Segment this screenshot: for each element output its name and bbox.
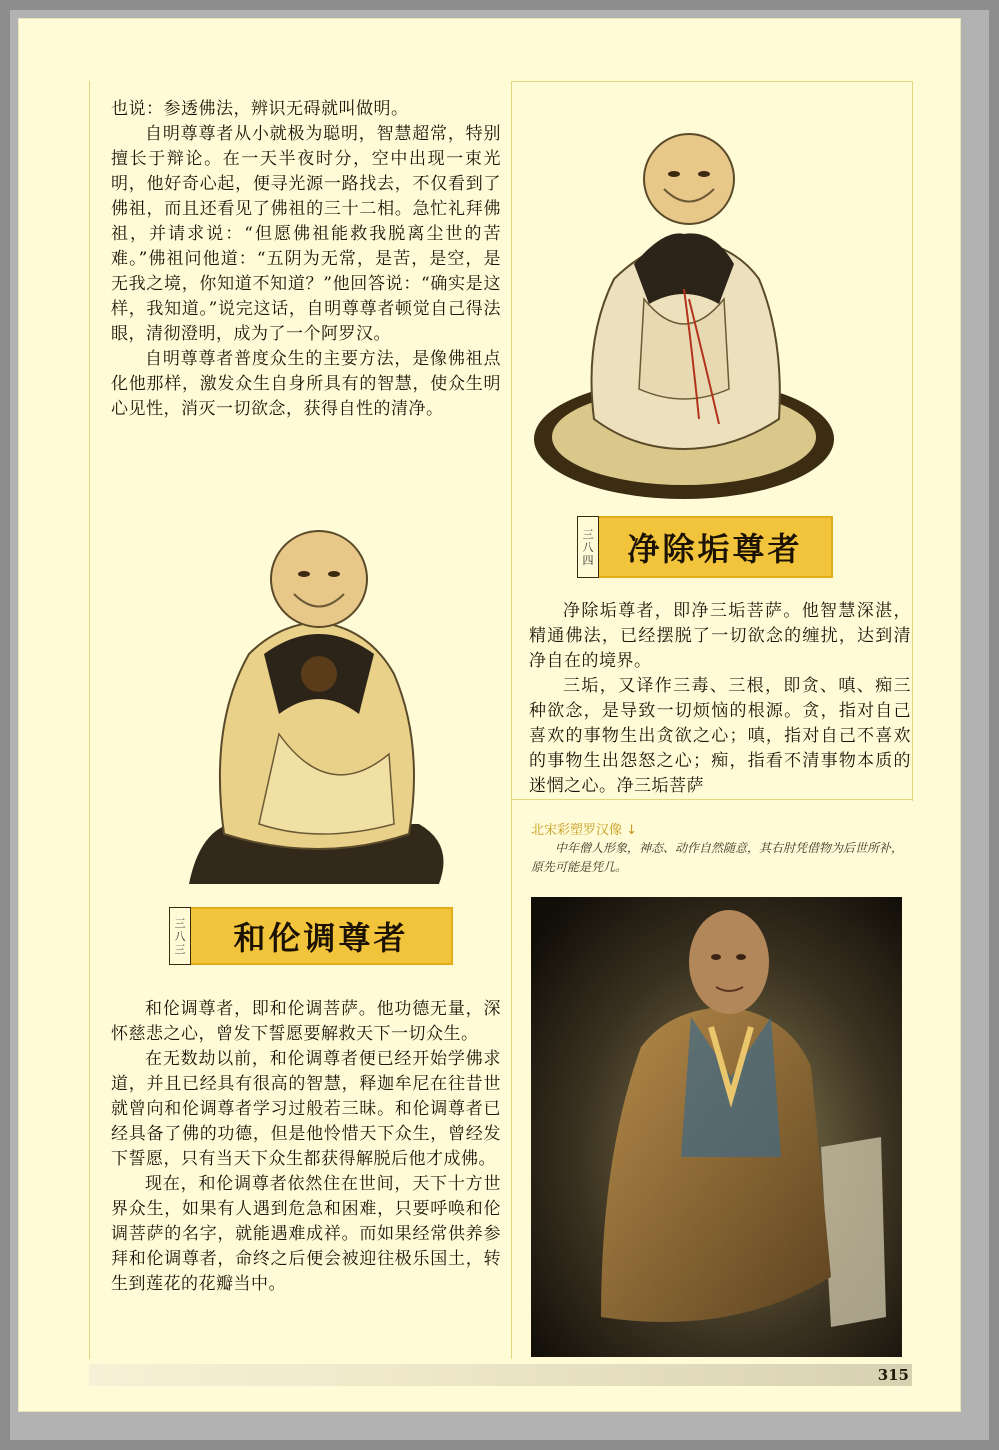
book-page: [18, 18, 961, 1412]
title-number-383: 三 八 三: [169, 907, 191, 965]
arhat-seated-illustration: [524, 89, 854, 509]
photo-caption-text: 中年僧人形象，神态、动作自然随意，其右肘凭借物为后世所补，原先可能是凭几。: [531, 841, 904, 874]
left-bottom-text: [111, 997, 501, 1297]
paragraph: 自明尊尊者普度众生的主要方法，是像佛祖点化他那样，激发众生自身所具有的智慧，使众生明心见性，消灭一切欲念，获得自性的清净。: [111, 349, 501, 419]
paragraph: 现在，和伦调尊者依然住在世间，天下十方世界众生，如果有人遇到危急和困难，只要呼唤和伦调菩萨的名字，就能遇难成祥。而如果经常供养参拜和伦调尊者，命终之后便会被迎往极乐国土，转生到莲花的花瓣当中。: [111, 1174, 501, 1294]
caption-rule: [511, 799, 913, 800]
footer-bar: [89, 1364, 912, 1386]
paragraph: 自明尊尊者从小就极为聪明，智慧超常，特别擅长于辩论。在一天半夜时分，空中出现一束光明，他好奇心起，便寻光源一路找去，不仅看到了佛祖，而且还看见了佛祖的三十二相。急忙礼拜佛祖，并请求说：“但愿佛祖能救我脱离尘世的苦难。”佛祖问他道：“五阴为无常，是苦，是空，是无我之境，你知道不知道？”他回答说：“确实是这样，我知道。”说完这话，自明尊尊者顿觉自己得法眼，清彻澄明，成为了一个阿罗汉。: [111, 124, 501, 344]
column-divider-center: [511, 81, 512, 1359]
right-text: [529, 599, 911, 799]
title-name-384: 净除垢尊者: [599, 516, 833, 578]
column-divider-right-outer: [912, 81, 913, 801]
paragraph: 也说：参透佛法，辨识无碍就叫做明。: [111, 99, 409, 119]
arhat-sculpture-photo: [531, 897, 902, 1357]
photo-caption-title: 北宋彩塑罗汉像 ↓: [531, 823, 638, 838]
title-name-383: 和伦调尊者: [191, 907, 453, 965]
paragraph: 和伦调尊者，即和伦调菩萨。他功德无量，深怀慈悲之心，曾发下誓愿要解救天下一切众生。: [111, 999, 501, 1044]
top-rule-right: [511, 81, 913, 82]
paragraph: 净除垢尊者，即净三垢菩萨。他智慧深湛，精通佛法，已经摆脱了一切欲念的缠扰，达到清净自在的境界。: [529, 601, 911, 671]
paragraph: 三垢，又译作三毒、三根，即贪、嗔、痴三种欲念，是导致一切烦恼的根源。贪，指对自己喜欢的事物生出贪欲之心；嗔，指对自己不喜欢的事物生出怨怒之心；痴，指看不清事物本质的迷惘之心。净三垢菩萨: [529, 676, 911, 796]
column-divider-left-outer: [89, 81, 90, 1359]
title-384: [577, 516, 833, 578]
title-number-384: 三 八 四: [577, 516, 599, 578]
paragraph: 在无数劫以前，和伦调尊者便已经开始学佛求道，并且已经具有很高的智慧，释迦牟尼在往昔世就曾向和伦调尊者学习过般若三昧。和伦调尊者已经具备了佛的功德，但是他怜惜天下众生，曾经发下誓愿，只有当天下众生都获得解脱后他才成佛。: [111, 1049, 501, 1169]
title-383: [169, 907, 453, 965]
page-number: 315: [877, 1366, 909, 1384]
left-top-text: [111, 97, 501, 422]
arhat-with-beads-illustration: [169, 504, 459, 894]
